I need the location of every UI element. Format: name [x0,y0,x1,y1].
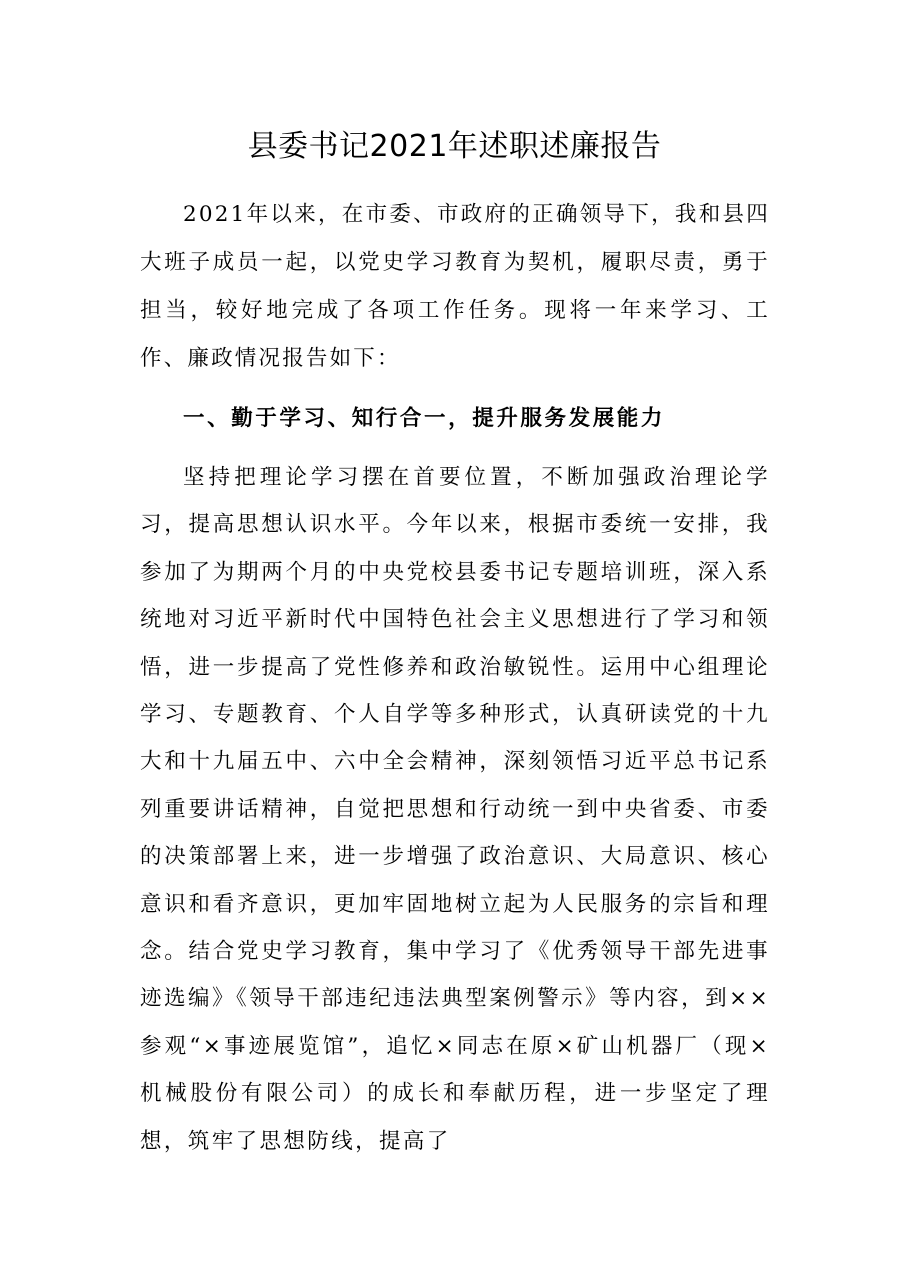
document-title: 县委书记2021年述职述廉报告 [247,129,662,164]
section-heading: 一、勤于学习、知行合一，提升服务发展能力 [183,406,666,431]
intro-paragraph: 2021年以来，在市委、市政府的正确领导下，我和县四大班子成员一起，以党史学习教育为契机，履职尽责，勇于担当，较好地完成了各项工作任务。现将一年来学习、工作、廉政情况报告如下： [140,202,770,371]
body-paragraph: 坚持把理论学习摆在首要位置，不断加强政治理论学习，提高思想认识水平。今年以来，根据市委统一安排，我参加了为期两个月的中央党校县委书记专题培训班，深入系统地对习近平新时代中国特色社会主义思想进行了学习和领悟，进一步提高了党性修养和政治敏锐性。运用中心组理论学习、专题教育、个人自学等多种形式，认真研读党的十九大和十九届五中、六中全会精神，深刻领悟习近平总书记系列重要讲话精神，自觉把思想和行动统一到中央省委、市委的决策部署上来，进一步增强了政治意识、大局意识、核心意识和看齐意识，更加牢固地树立起为人民服务的宗旨和理念。结合党史学习教育，集中学习了《优秀领导干部先进事迹选编》《领导干部违纪违法典型案例警示》等内容，到××参观“×事迹展览馆”，追忆×同志在原×矿山机器厂（现×机械股份有限公司）的成长和奉献历程，进一步坚定了理想，筑牢了思想防线，提高了 [140,465,770,1154]
